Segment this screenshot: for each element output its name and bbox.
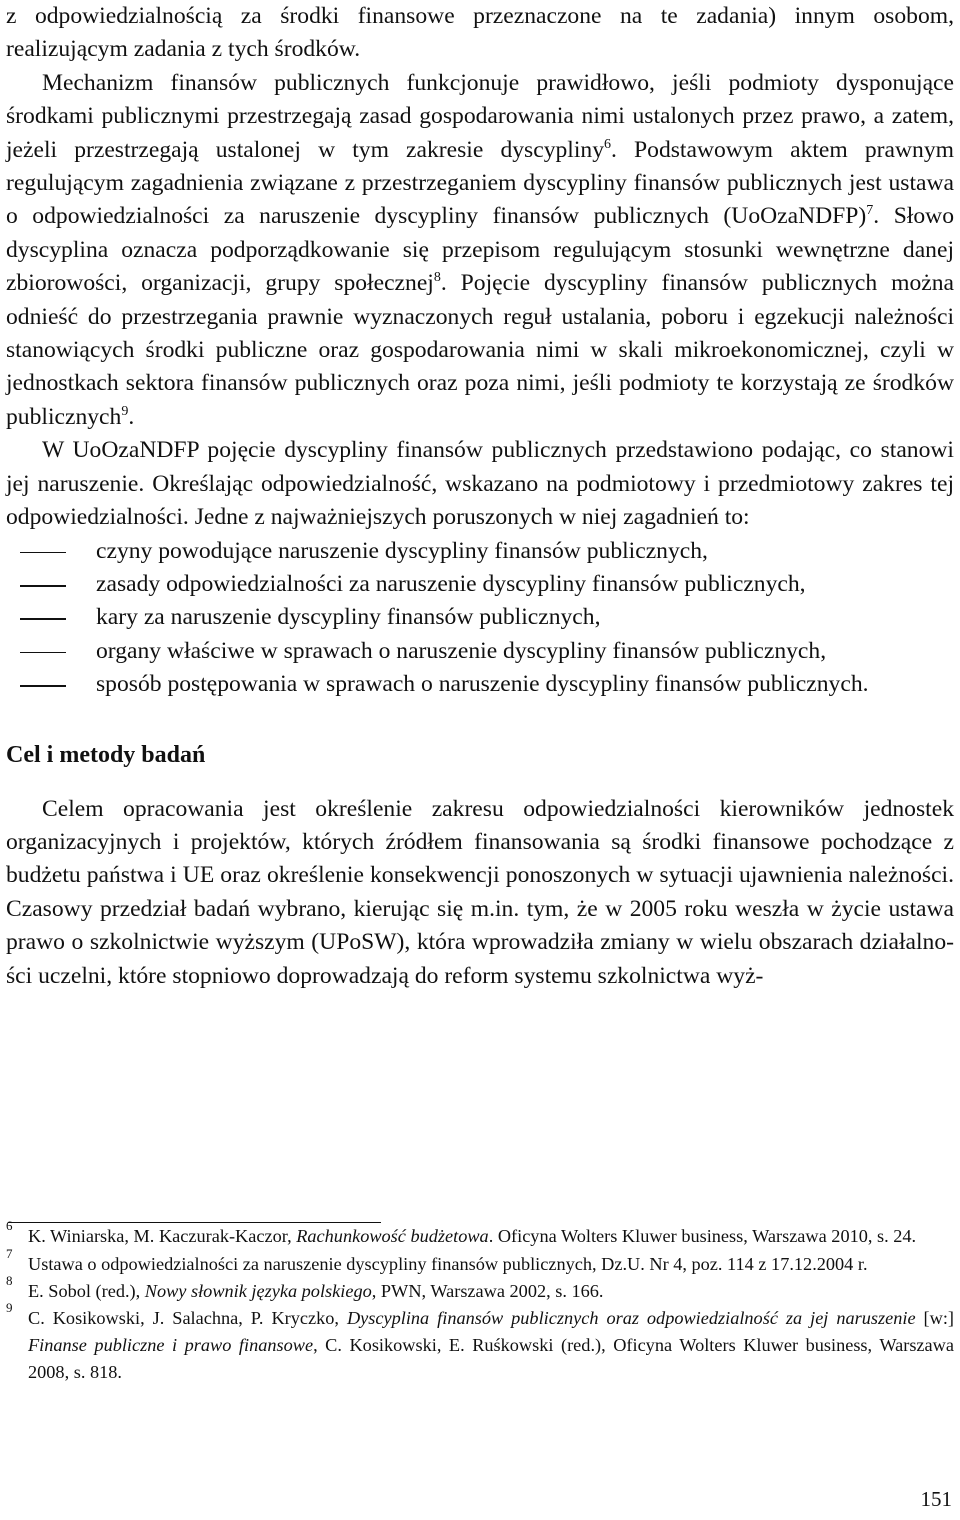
- footnote-text: [28, 1223, 954, 1250]
- paragraph-continuation: z odpowiedzialnością za środki finansowe przeznaczone na te zadania) innym osobom, realizującym zadania z tych środków.: [6, 3, 954, 63]
- footnote-text-part: , C. Kosikowski, E. Ruśkowski (red.), Oficyna Wolters Kluwer business, Warszawa 2008, s. 818.: [28, 1335, 954, 1383]
- footnote-title: Rachunkowość budżetowa: [296, 1226, 489, 1247]
- footnote-ref-8[interactable]: 8: [433, 270, 441, 286]
- list-item-text: czyny powodujące naruszenie dyscypliny finansów publicznych,: [96, 537, 708, 564]
- dash-bullet-icon: [20, 685, 66, 687]
- footnote-9: [6, 1300, 955, 1387]
- list-item-text: zasady odpowiedzialności za naruszenie dyscypliny finansów publicznych,: [96, 570, 806, 597]
- footnote-title: Dyscyplina finansów publicznych oraz odpowiedzialność za jej naruszenie: [346, 1308, 916, 1328]
- footnote-text-part: [w:]: [915, 1308, 955, 1328]
- footnote-text: [28, 1251, 954, 1278]
- footnote-text-part: Ustawa o odpowiedzialności za naruszenie dyscypliny finansów publicznych, Dz.U. Nr 4, poz. 114 z 17.12.2004 r.: [28, 1253, 868, 1274]
- list-item: [6, 568, 954, 601]
- paragraph-research-goal: Celem opracowania jest określenie zakresu odpowiedzialności kierowników jednostek organizacyjnych i projektów, których źródłem finansowania są środki finansowe pochodzące z budżetu państwa i UE oraz określenie konsekwencji ponoszonych w sytuacji ujawnienia należności. Czasowy przedział badań wybrano, kierując się m.in. tym, że w 2005 roku weszła w życie ustawa prawo o szkolnictwie wyższym (UPoSW), która wprowadziła zmiany w wielu obszarach działalności uczelni, które stopniowo doprowadzają do reform systemu szkolnictwa wyż-: [6, 795, 954, 989]
- footnote-ref-7[interactable]: 7: [866, 203, 874, 219]
- dash-bullet-icon: [20, 552, 66, 554]
- footnote-text: [28, 1305, 954, 1387]
- list-item-text: organy właściwe w sprawach o naruszenie dyscypliny finansów publicznych,: [96, 637, 827, 664]
- section-heading: Cel i metody badań: [6, 741, 206, 768]
- paragraph-text: . Podstawowym aktem prawnym regulującym zagadnienia związane z przestrzeganiem dyscypliny finansów publicznych jest ustawa o odpowiedzialności za naruszenie dyscypliny finansów publicznych (UoOzaNDFP): [6, 136, 954, 230]
- footnote-title: Finanse publiczne i prawo finansowe: [28, 1335, 314, 1356]
- footnote-number: 8: [6, 1272, 13, 1288]
- topic-list: [6, 535, 954, 702]
- footnote-text-part: E. Sobol (red.),: [28, 1280, 145, 1301]
- footnote-text-part: , PWN, Warszawa 2002, s. 166.: [371, 1280, 604, 1301]
- paragraph-text: .: [128, 403, 135, 430]
- paragraph-discipline: [6, 67, 954, 434]
- footnote-text-part: C. Kosikowski, J. Salachna, P. Kryczko,: [28, 1308, 347, 1328]
- page-number: 151: [920, 1487, 952, 1511]
- list-item: [6, 635, 954, 668]
- footnote-number: 6: [6, 1218, 13, 1234]
- footnote-7: [6, 1245, 954, 1278]
- dash-bullet-icon: [20, 652, 66, 654]
- footnote-title: Nowy słownik języka polskiego: [144, 1280, 372, 1301]
- footnote-ref-9[interactable]: 9: [121, 403, 129, 419]
- footnote-text-part: . Oficyna Wolters Kluwer business, Warszawa 2010, s. 24.: [488, 1226, 917, 1247]
- list-item: [6, 601, 954, 634]
- footnote-ref-6[interactable]: 6: [604, 136, 612, 152]
- footnotes: [6, 1218, 955, 1387]
- paragraph-text: Mechanizm finansów publicznych funkcjonuje prawidłowo, jeśli podmioty dysponujące środkami publicznymi przestrzegają zasad gospodarowania nimi ustalonych przez prawo, a zatem, jeżeli przestrzegają ustalonej w tym zakresie dyscypliny: [6, 69, 954, 163]
- main-text: [6, 0, 954, 993]
- footnote-number: 9: [6, 1300, 13, 1315]
- footnote-number: 7: [6, 1245, 13, 1261]
- list-item: [6, 668, 954, 701]
- footnote-8: [6, 1272, 954, 1305]
- footnote-text: [28, 1278, 954, 1305]
- list-item: [6, 535, 954, 568]
- footnote-6: [6, 1218, 954, 1250]
- paragraph-text: . Słowo dyscyplina oznacza podporządkowanie się przepisom regulującym stosunki wewnętrzne danej zbiorowości, organizacji, grupy społecznej: [6, 203, 954, 297]
- paragraph-uoozandfp: W UoOzaNDFP pojęcie dyscypliny finansów publicznych przedstawiono podając, co stanowi jej naruszenie. Określając odpowiedzialność, wskazano na podmiotowy i przedmiotowy zakres tej odpowiedzialności. Jedne z najważniejszych poruszonych w niej zagadnień to:: [6, 437, 954, 531]
- dash-bullet-icon: [20, 618, 66, 620]
- paragraph-text: . Pojęcie dyscypliny finansów publicznych można odnieść do przestrzegania prawnie wyznaczonych reguł ustalania, poboru i egzekucji należności stanowiących środki publiczne oraz gospodarowania nimi w skali mikroekonomicznej, czyli w jednostkach sektora finansów publicznych oraz poza nimi, jeśli podmioty te korzystają ze środków publicznych: [6, 270, 954, 430]
- document-page: [6, 0, 954, 1520]
- footnote-text-part: K. Winiarska, M. Kaczurak-Kaczor,: [28, 1226, 297, 1247]
- list-item-text: sposób postępowania w sprawach o naruszenie dyscypliny finansów publicznych.: [96, 671, 869, 698]
- list-item-text: kary za naruszenie dyscypliny finansów publicznych,: [96, 604, 601, 631]
- dash-bullet-icon: [20, 585, 66, 587]
